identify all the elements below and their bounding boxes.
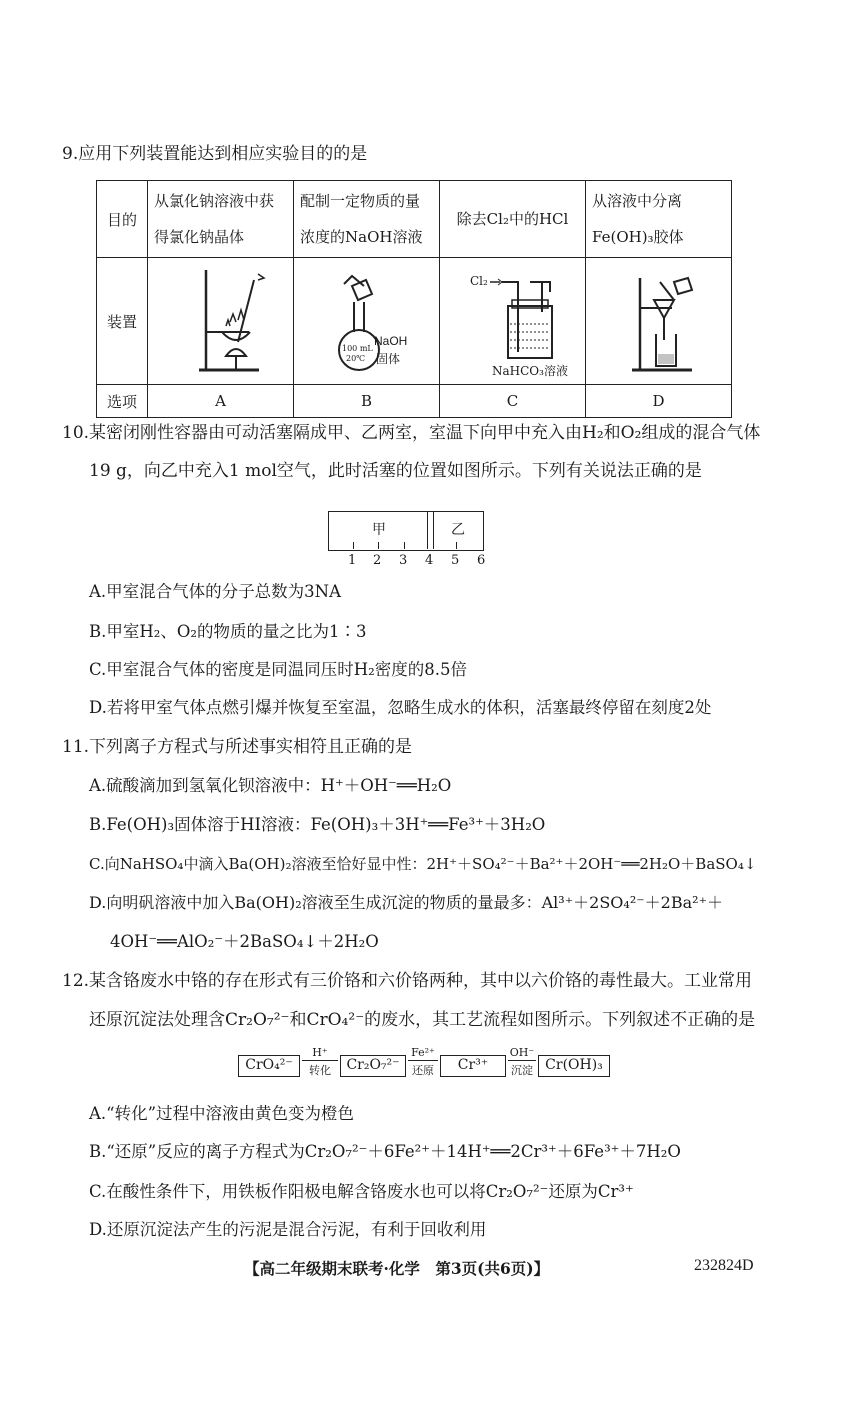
apparatus-b-volumetric-flask [294,258,440,385]
option-a-label: A [148,385,294,418]
flow-arrow-2: Fe²⁺ 还原 [408,1046,438,1078]
flask-label-naoh: NaOH [374,334,408,348]
arrow-line-3 [508,1060,536,1061]
purpose-c: 除去Cl₂中的HCl [440,181,586,258]
volumetric-flask-diagram [300,262,440,380]
apparatus-c-gas-washing [440,258,586,385]
flow-box-cro4: CrO₄²⁻ [238,1055,300,1077]
scale-3: 3 [399,553,408,568]
arrow-line-2 [408,1060,438,1061]
q10-option-d: D.若将甲室气体点燃引爆并恢复至室温，忽略生成水的体积，活塞最终停留在刻度2处 [89,698,712,717]
apparatus-d-filtration [586,258,732,385]
q11-option-c: C.向NaHSO₄中滴入Ba(OH)₂溶液至恰好显中性：2H⁺＋SO₄²⁻＋Ba²⁺＋2OH⁻══2H₂O＋BaSO₄↓ [89,855,757,873]
flow-box-croh3: Cr(OH)₃ [538,1055,610,1077]
chamber-a-label: 甲 [372,522,386,538]
q9-stem: 9.应用下列装置能达到相应实验目的的是 [62,144,368,164]
q10-option-c: C.甲室混合气体的密度是同温同压时H₂密度的8.5倍 [89,660,468,679]
chamber-b-label: 乙 [451,522,465,538]
row-label-option: 选项 [97,385,148,418]
flow-box-cr3: Cr³⁺ [440,1055,506,1077]
q11-stem: 11.下列离子方程式与所述事实相符且正确的是 [62,737,413,757]
q12-option-a: A.“转化”过程中溶液由黄色变为橙色 [89,1104,355,1123]
flow-arrow-3: OH⁻ 沉淀 [509,1046,535,1077]
flask-label-volume: 100 mL [342,344,373,353]
tick-1 [353,542,354,549]
arrow-line-1 [302,1060,338,1061]
q10-stem-line1: 10.某密闭刚性容器由可动活塞隔成甲、乙两室，室温下向甲中充入由H₂和O₂组成的混合气体 [62,423,761,443]
scale-6: 6 [477,553,486,568]
purpose-b: 配制一定物质的量 浓度的NaOH溶液 [294,181,440,258]
tick-5 [456,542,457,549]
flask-label-solid: 固体 [376,352,401,366]
apparatus-a-evaporation [148,258,294,385]
option-b-label: B [294,385,440,418]
piston-container [328,511,484,551]
q12-stem-line1: 12.某含铬废水中铬的存在形式有三价铬和六价铬两种，其中以六价铬的毒性最大。工业常用 [62,971,753,991]
tick-2 [378,542,379,549]
row-label-purpose: 目的 [97,181,148,258]
q10-option-b: B.甲室H₂、O₂的物质的量之比为1∶3 [89,622,367,641]
tick-3 [404,542,405,549]
flow-box-cr2o7: Cr₂O₇²⁻ [340,1055,406,1077]
q12-option-b: B.“还原”反应的离子方程式为Cr₂O₇²⁻＋6Fe²⁺＋14H⁺══2Cr³⁺＋6Fe³⁺＋7H₂O [89,1142,681,1161]
q10-option-a: A.甲室混合气体的分子总数为3NA [89,582,342,601]
scale-5: 5 [451,553,460,568]
q12-stem-line2: 还原沉淀法处理含Cr₂O₇²⁻和CrO₄²⁻的废水，其工艺流程如图所示。下列叙述不正确的是 [89,1010,756,1030]
flask-label-temp: 20℃ [346,354,366,363]
q11-option-d-line2: 4OH⁻══AlO₂⁻＋2BaSO₄↓＋2H₂O [110,932,379,951]
option-c-label: C [440,385,586,418]
gas-label-nahco3: NaHCO₃溶液 [492,364,568,378]
filtration-diagram [592,260,732,378]
footer-code: 232824D [694,1257,754,1274]
scale-1: 1 [348,553,357,568]
purpose-a: 从氯化钠溶液中获 得氯化钠晶体 [148,181,294,258]
q11-option-b: B.Fe(OH)₃固体溶于HI溶液：Fe(OH)₃＋3H⁺══Fe³⁺＋3H₂O [89,815,546,834]
footer-title: 【高二年级期末联考·化学 第3页(共6页)】 [244,1259,550,1278]
q12-option-c: C.在酸性条件下，用铁板作阳极电解含铬废水也可以将Cr₂O₇²⁻还原为Cr³⁺ [89,1182,634,1201]
q11-option-a: A.硫酸滴加到氢氧化钡溶液中：H⁺＋OH⁻══H₂O [89,776,452,795]
scale-2: 2 [373,553,382,568]
evaporation-diagram [154,260,294,378]
q12-option-d: D.还原沉淀法产生的污泥是混合污泥，有利于回收利用 [89,1220,487,1239]
flow-arrow-1: H⁺ 转化 [302,1046,338,1078]
row-label-apparatus: 装置 [97,258,148,385]
scale-4: 4 [425,553,434,568]
q9-apparatus-table [96,180,732,418]
purpose-d: 从溶液中分离 Fe(OH)₃胶体 [586,181,732,258]
gas-label-cl2: Cl₂ [470,274,488,288]
q11-option-d-line1: D.向明矾溶液中加入Ba(OH)₂溶液至生成沉淀的物质的量最多：Al³⁺＋2SO₄²⁻＋2Ba²⁺＋ [89,893,724,912]
option-d-label: D [586,385,732,418]
q10-stem-line2: 19 g，向乙中充入1 mol空气，此时活塞的位置如图所示。下列有关说法正确的是 [89,461,702,481]
